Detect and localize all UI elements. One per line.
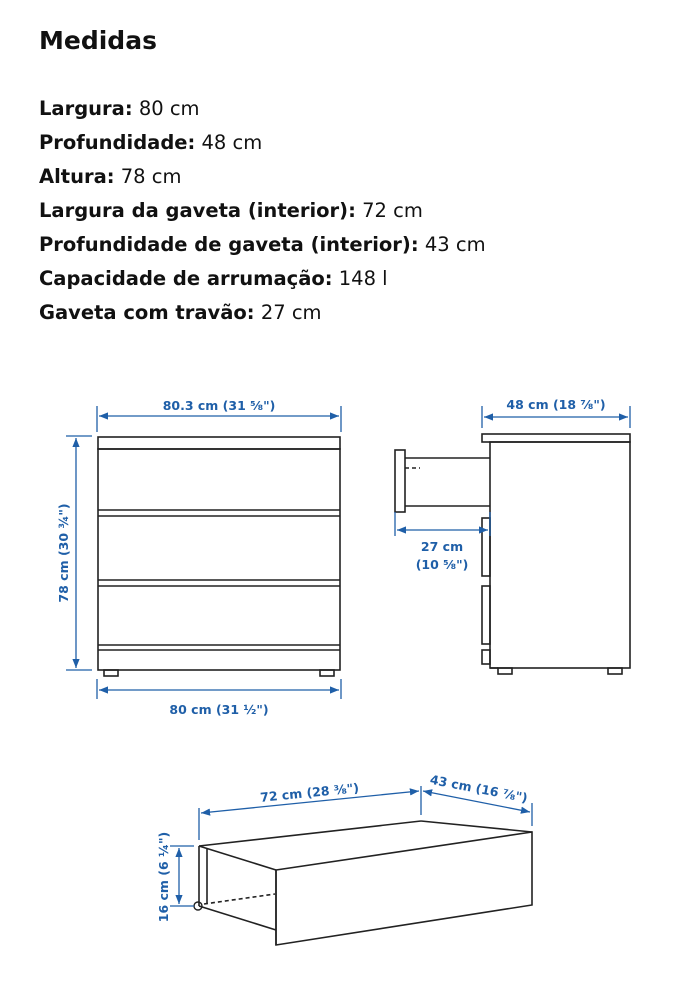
side-depth-label: 48 cm (18 ⅞"): [506, 397, 606, 412]
front-width-bottom-label: 80 cm (31 ½"): [169, 702, 269, 717]
spec-value: 27 cm: [260, 301, 322, 324]
spec-label: Altura:: [39, 165, 115, 188]
spec-label: Largura:: [39, 97, 133, 120]
spec-value: 72 cm: [362, 199, 423, 222]
spec-label: Gaveta com travão:: [39, 301, 255, 324]
front-width-top-label: 80.3 cm (31 ⅝"): [162, 398, 276, 413]
front-view-drawing: [98, 437, 340, 676]
drawer-stop-inches-label: (10 ⅝"): [415, 557, 469, 572]
drawer-dimension-lines: [170, 786, 532, 906]
front-height-label: 78 cm (30 ¾"): [56, 503, 71, 603]
spec-value: 48 cm: [201, 131, 263, 154]
spec-label: Profundidade de gaveta (interior):: [39, 233, 419, 256]
spec-value: 80 cm: [138, 97, 200, 120]
drawer-depth-label: 43 cm (16 ⅞"): [428, 771, 529, 806]
drawer-drawing: [194, 821, 532, 945]
drawer-stop-label: 27 cm: [420, 539, 464, 554]
drawer-width-label: 72 cm (28 ⅜"): [259, 780, 360, 805]
spec-value: 148 l: [338, 267, 388, 290]
spec-value: 43 cm: [424, 233, 486, 256]
side-view-drawing: [395, 434, 630, 674]
page-title: Medidas: [39, 26, 157, 55]
spec-label: Largura da gaveta (interior):: [39, 199, 356, 222]
side-dimension-lines: [395, 406, 630, 536]
drawer-height-label: 16 cm (6 ¼"): [156, 831, 171, 923]
spec-label: Profundidade:: [39, 131, 196, 154]
spec-value: 78 cm: [120, 165, 182, 188]
front-dimension-lines: [66, 406, 341, 699]
spec-label: Capacidade de arrumação:: [39, 267, 333, 290]
